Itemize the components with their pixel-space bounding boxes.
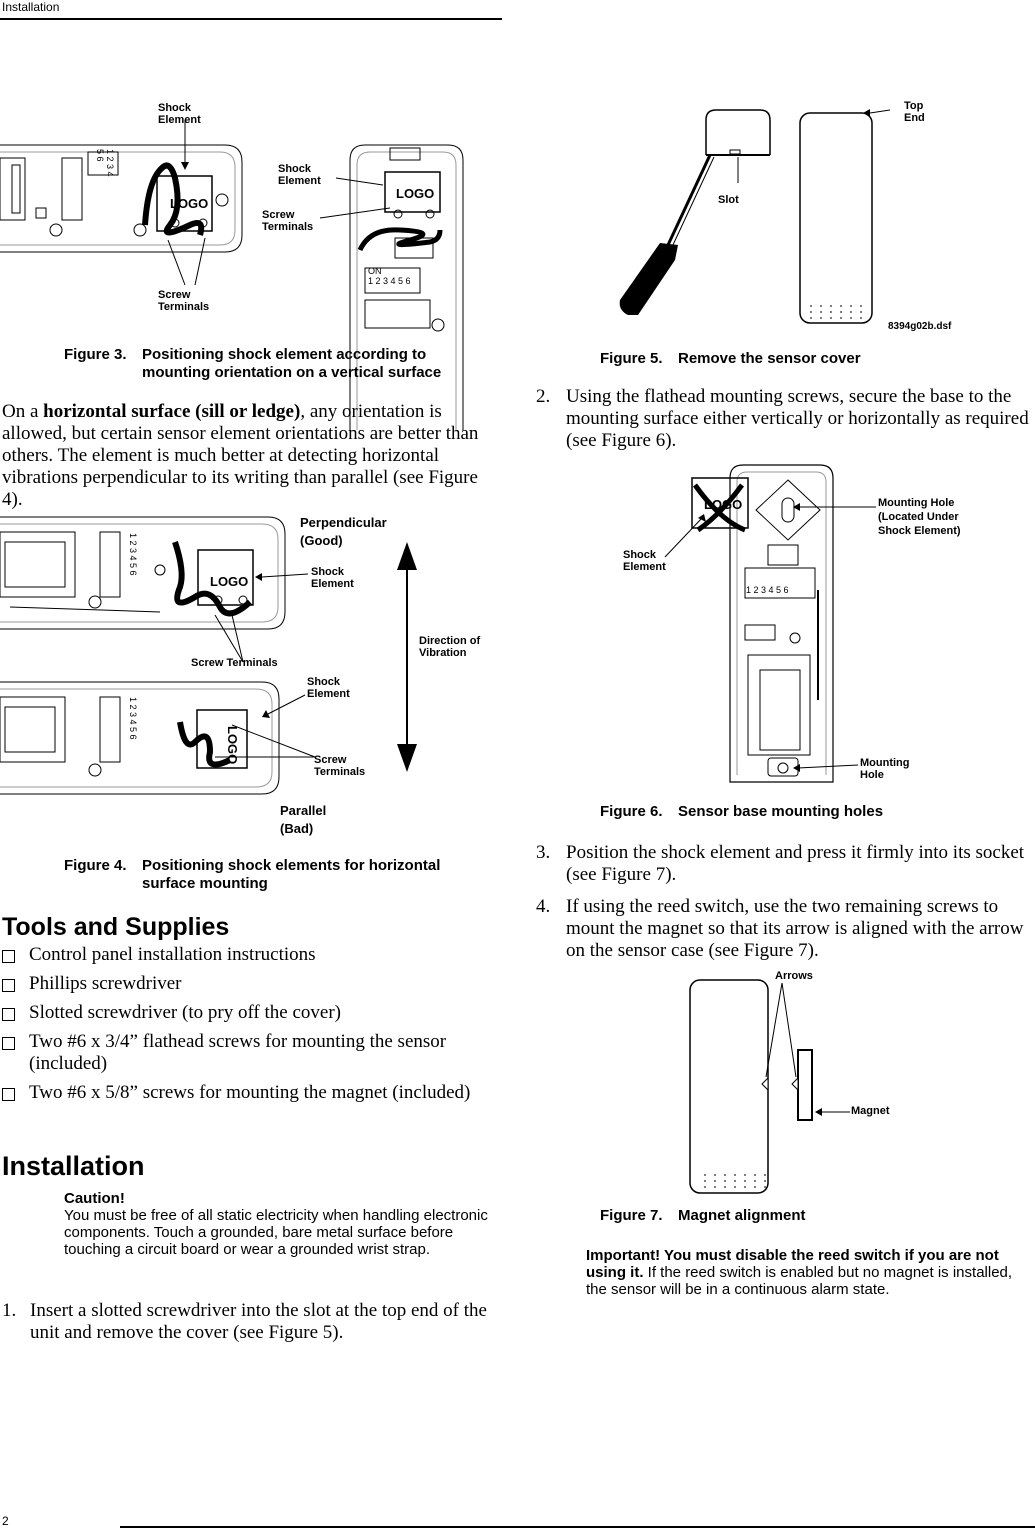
- perpendicular-label: Perpendicular (Good): [300, 515, 387, 548]
- list-item-text: Two #6 x 5/8” screws for mounting the magnet (included): [29, 1082, 471, 1103]
- bad-label: (Bad): [280, 821, 314, 836]
- dip-switch-numbers: 1 2 3 4 5 6: [368, 276, 411, 286]
- screw-terminals-label: Screw Terminals: [262, 209, 314, 233]
- step-number: 3.: [536, 842, 551, 863]
- dip-switch-numbers: 1 2 3 4 5 6: [128, 533, 138, 576]
- screw-terminals-label: Screw Terminals: [314, 754, 366, 778]
- logo-mark: LOGO: [210, 574, 249, 589]
- shock-element-label: Shock Element: [307, 676, 350, 700]
- mounting-hole-label: Mounting Hole: [860, 757, 910, 781]
- paragraph-text: On a: [2, 401, 44, 422]
- dip-switch-on-label: ON: [368, 266, 382, 276]
- caption-text: Sensor base mounting holes: [678, 803, 884, 820]
- figure-number: Figure 4.: [64, 857, 127, 874]
- figure-number: Figure 6.: [600, 803, 663, 820]
- caution-text: You must be free of all static electricity when handling electronic components. Touch a grounded, bare metal surface before touching a circuit board or wear a grounded wrist strap.: [64, 1207, 488, 1258]
- list-item: [2, 973, 497, 995]
- paragraph-text: , any orientation is allowed, but certain sensor element orientations are better than others. The element is much better at detecting horizontal vibrations perpendicular to its writing than parallel (see Figure 4).: [2, 401, 479, 510]
- logo-mark-rotated: LOGO: [225, 726, 240, 765]
- step-text: Using the flathead mounting screws, secure the base to the mounting surface either vertically or horizontally as required (see Figure 6).: [566, 386, 1029, 451]
- installation-heading: Installation: [2, 1151, 145, 1181]
- checkbox-icon: [2, 1088, 15, 1101]
- step-4: [536, 896, 1031, 962]
- figure-number: Figure 7.: [600, 1207, 663, 1224]
- footer-rule: [120, 1526, 1035, 1528]
- list-item: [2, 944, 497, 966]
- figure-5-diagram: [600, 95, 1020, 335]
- dip-switch-fig4-bottom: [128, 697, 138, 740]
- dip-switch-numbers: 1 2 3 4 5 6: [95, 149, 115, 177]
- caption-text: Remove the sensor cover: [678, 350, 861, 367]
- list-item-text: Phillips screwdriver: [29, 973, 182, 994]
- step-number: 1.: [2, 1300, 17, 1321]
- dip-switch-fig4-top: [128, 533, 138, 576]
- shock-element-label: Shock Element: [623, 549, 666, 573]
- dip-switch-fig3-right: [368, 266, 411, 286]
- step-text: Insert a slotted screwdriver into the slot at the top end of the unit and remove the cover (see Figure 5).: [30, 1300, 487, 1343]
- mounting-hole-located-label: Mounting Hole (Located Under Shock Element): [878, 497, 961, 537]
- dip-switch-fig3-left: [91, 149, 115, 179]
- shock-element-label: Shock Element: [158, 102, 201, 126]
- shock-element-label: Shock Element: [311, 566, 354, 590]
- list-item: [2, 1082, 497, 1104]
- step-3: [536, 842, 1031, 886]
- figure-5-caption: [600, 350, 1020, 368]
- logo-mark: LOGO: [704, 497, 743, 512]
- list-item: [2, 1031, 497, 1075]
- checkbox-icon: [2, 979, 15, 992]
- logo-mark: LOGO: [170, 196, 209, 211]
- tools-heading: Tools and Supplies: [2, 913, 230, 941]
- running-header: Installation: [2, 0, 60, 14]
- caution-title: Caution!: [64, 1190, 125, 1207]
- horizontal-paragraph: [2, 401, 492, 511]
- important-text: If the reed switch is enabled but no magnet is installed, the sensor will be in a continuous alarm state.: [586, 1264, 1013, 1298]
- slot-label: Slot: [718, 194, 739, 206]
- caption-text: Magnet alignment: [678, 1207, 806, 1224]
- figure-4-diagram: [0, 512, 500, 832]
- dip-switch-numbers: 1 2 3 4 5 6: [128, 697, 138, 740]
- important-bold: Important! You must disable the reed switch if you are not using it.: [586, 1247, 999, 1281]
- paragraph-bold: horizontal surface (sill or ledge): [43, 401, 301, 422]
- caption-text: Positioning shock element according to mounting orientation on a vertical surface: [142, 346, 442, 381]
- checkbox-icon: [2, 1008, 15, 1021]
- logo-mark: LOGO: [396, 186, 435, 201]
- figure-7-caption: [600, 1207, 1020, 1225]
- magnet-label: Magnet: [851, 1105, 890, 1117]
- step-number: 2.: [536, 386, 551, 407]
- screw-terminals-label: Screw Terminals: [158, 289, 210, 313]
- parallel-label: Parallel: [280, 803, 327, 818]
- figure-6-caption: [600, 803, 1020, 821]
- shock-element-label: Shock Element: [278, 163, 321, 187]
- top-end-label: Top End: [904, 100, 925, 124]
- list-item-text: Control panel installation instructions: [29, 944, 316, 965]
- caution-block: [64, 1190, 499, 1258]
- page-number: 2: [2, 1514, 9, 1528]
- step-1: [2, 1300, 497, 1344]
- header-rule: [0, 18, 502, 20]
- step-text: If using the reed switch, use the two remaining screws to mount the magnet so that its arrow is aligned with the arrow on the sensor case (see Figure 7).: [566, 896, 1024, 961]
- tools-list: [2, 944, 497, 1111]
- dip-switch-fig6: 1 2 3 4 5 6: [746, 585, 789, 595]
- step-number: 4.: [536, 896, 551, 917]
- figure-7-diagram: [680, 965, 980, 1195]
- figure-3-caption: [64, 346, 484, 382]
- sensor-dot-grid: [806, 303, 866, 319]
- step-text: Position the shock element and press it firmly into its socket (see Figure 7).: [566, 842, 1025, 885]
- file-reference: 8394g02b.dsf: [888, 321, 952, 332]
- important-note: [586, 1247, 1016, 1298]
- list-item-text: Two #6 x 3/4” flathead screws for mounting the sensor (included): [29, 1031, 447, 1074]
- caption-text: Positioning shock elements for horizontal surface mounting: [142, 857, 441, 892]
- checkbox-icon: [2, 1037, 15, 1050]
- step-2: [536, 386, 1031, 452]
- list-item: [2, 1002, 497, 1024]
- figure-number: Figure 5.: [600, 350, 663, 367]
- checkbox-icon: [2, 950, 15, 963]
- arrows-label: Arrows: [775, 970, 813, 982]
- direction-of-vibration-label: Direction of Vibration: [419, 635, 481, 659]
- sensor-dot-grid: [700, 1172, 770, 1192]
- figure-4-caption: [64, 857, 484, 893]
- figure-number: Figure 3.: [64, 346, 127, 363]
- list-item-text: Slotted screwdriver (to pry off the cover): [29, 1002, 341, 1023]
- screw-terminals-label: Screw Terminals: [191, 657, 278, 669]
